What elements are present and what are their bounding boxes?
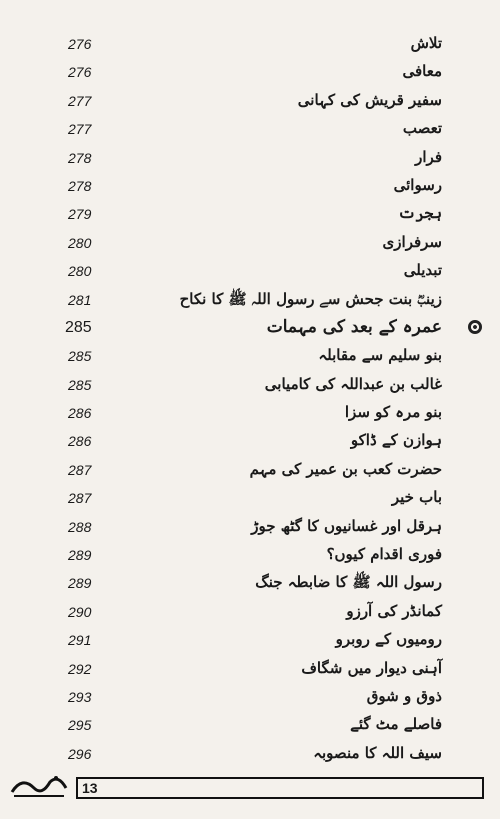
toc-entry-title: تعصب <box>402 119 442 138</box>
toc-entry-title: معافی <box>402 62 442 81</box>
toc-entry <box>0 626 500 654</box>
toc-entry-page: 296 <box>68 745 92 762</box>
toc-entry-page: 277 <box>68 121 92 138</box>
toc-entry-title: فوری اقدام کیوں؟ <box>326 545 442 564</box>
toc-entry <box>0 172 500 200</box>
toc-entry-page: 285 <box>65 318 92 336</box>
toc-entry-page: 288 <box>68 518 92 535</box>
toc-entry <box>0 200 500 228</box>
toc-entry <box>0 569 500 597</box>
toc-entry-title: باب خیر <box>391 488 442 507</box>
toc-entry <box>0 598 500 626</box>
toc-entry <box>0 456 500 484</box>
toc-entry-title: سیف اللہ کا منصوبہ <box>313 743 442 762</box>
table-of-contents <box>0 30 500 768</box>
toc-entry-page: 289 <box>68 575 92 592</box>
toc-entry-page: 276 <box>68 36 92 52</box>
toc-entry-page: 287 <box>68 461 92 478</box>
toc-entry-title: ہرقل اور غسانیوں کا گٹھ جوڑ <box>251 516 442 535</box>
toc-entry <box>0 30 500 58</box>
toc-entry <box>0 740 500 768</box>
toc-entry-page: 278 <box>68 177 92 194</box>
toc-section-heading <box>0 314 500 342</box>
toc-entry-page: 292 <box>68 660 92 677</box>
toc-entry <box>0 427 500 455</box>
toc-entry <box>0 115 500 143</box>
toc-entry-page: 285 <box>68 376 92 393</box>
toc-entry-title: ہوازن کے ڈاکو <box>350 431 442 450</box>
publisher-logo <box>8 770 70 800</box>
toc-entry <box>0 144 500 172</box>
toc-entry-title: فرار <box>415 147 442 166</box>
toc-entry-title: زینبؓ بنت جحش سے رسول اللہ ﷺ کا نکاح <box>179 289 442 308</box>
toc-entry-page: 276 <box>68 64 92 81</box>
toc-entry-page: 279 <box>68 206 92 223</box>
toc-entry-page: 285 <box>68 348 92 365</box>
toc-entry <box>0 58 500 86</box>
toc-entry-page: 286 <box>68 405 92 422</box>
toc-entry-page: 278 <box>68 149 92 166</box>
toc-entry-title: ہجرت <box>398 204 442 223</box>
toc-entry-title: سرفرازی <box>382 232 442 251</box>
toc-entry-page: 295 <box>68 717 92 734</box>
toc-entry <box>0 484 500 512</box>
toc-entry-page: 280 <box>68 263 92 280</box>
toc-entry <box>0 655 500 683</box>
toc-entry-title: تلاش <box>410 34 442 52</box>
toc-entry-title: کمانڈر کی آرزو <box>346 601 442 620</box>
toc-entry <box>0 711 500 739</box>
toc-entry-title: ذوق و شوق <box>366 686 442 705</box>
toc-entry-page: 281 <box>68 291 92 308</box>
toc-entry-title: غالب بن عبداللہ کی کامیابی <box>264 374 442 393</box>
toc-entry-title: فاصلے مٹ گئے <box>350 715 442 734</box>
toc-entry-page: 286 <box>68 433 92 450</box>
toc-entry-title: بنو سلیم سے مقابلہ <box>318 346 442 365</box>
section-bullet-icon <box>468 320 482 334</box>
toc-entry <box>0 683 500 711</box>
toc-entry-page: 277 <box>68 92 92 109</box>
toc-entry-title: عمرہ کے بعد کی مہمات <box>266 316 442 337</box>
footer-bar <box>76 777 484 799</box>
toc-entry-page: 289 <box>68 547 92 564</box>
toc-entry <box>0 87 500 115</box>
toc-entry <box>0 371 500 399</box>
toc-entry-title: سفیر قریش کی کہانی <box>297 90 442 109</box>
toc-entry-title: رسوائی <box>393 175 442 194</box>
toc-entry-title: حضرت کعب بن عمیر کی مہم <box>249 459 442 478</box>
toc-entry-title: بنو مرہ کو سزا <box>344 403 442 422</box>
toc-entry-title: آہنی دیوار میں شگاف <box>301 658 442 677</box>
toc-entry <box>0 257 500 285</box>
page-number: 13 <box>82 780 98 796</box>
toc-entry-page: 280 <box>68 234 92 251</box>
toc-entry-page: 287 <box>68 490 92 507</box>
toc-entry-title: رومیوں کے روبرو <box>335 630 442 649</box>
toc-entry <box>0 342 500 370</box>
toc-entry <box>0 229 500 257</box>
toc-entry <box>0 541 500 569</box>
toc-entry-title: رسول اللہ ﷺ کا ضابطہ جنگ <box>255 573 442 592</box>
toc-entry-page: 291 <box>68 632 92 649</box>
toc-entry <box>0 399 500 427</box>
toc-entry-page: 290 <box>68 603 92 620</box>
toc-entry-title: تبدیلی <box>403 261 442 280</box>
toc-entry <box>0 286 500 314</box>
toc-entry-page: 293 <box>68 688 92 705</box>
toc-entry <box>0 513 500 541</box>
